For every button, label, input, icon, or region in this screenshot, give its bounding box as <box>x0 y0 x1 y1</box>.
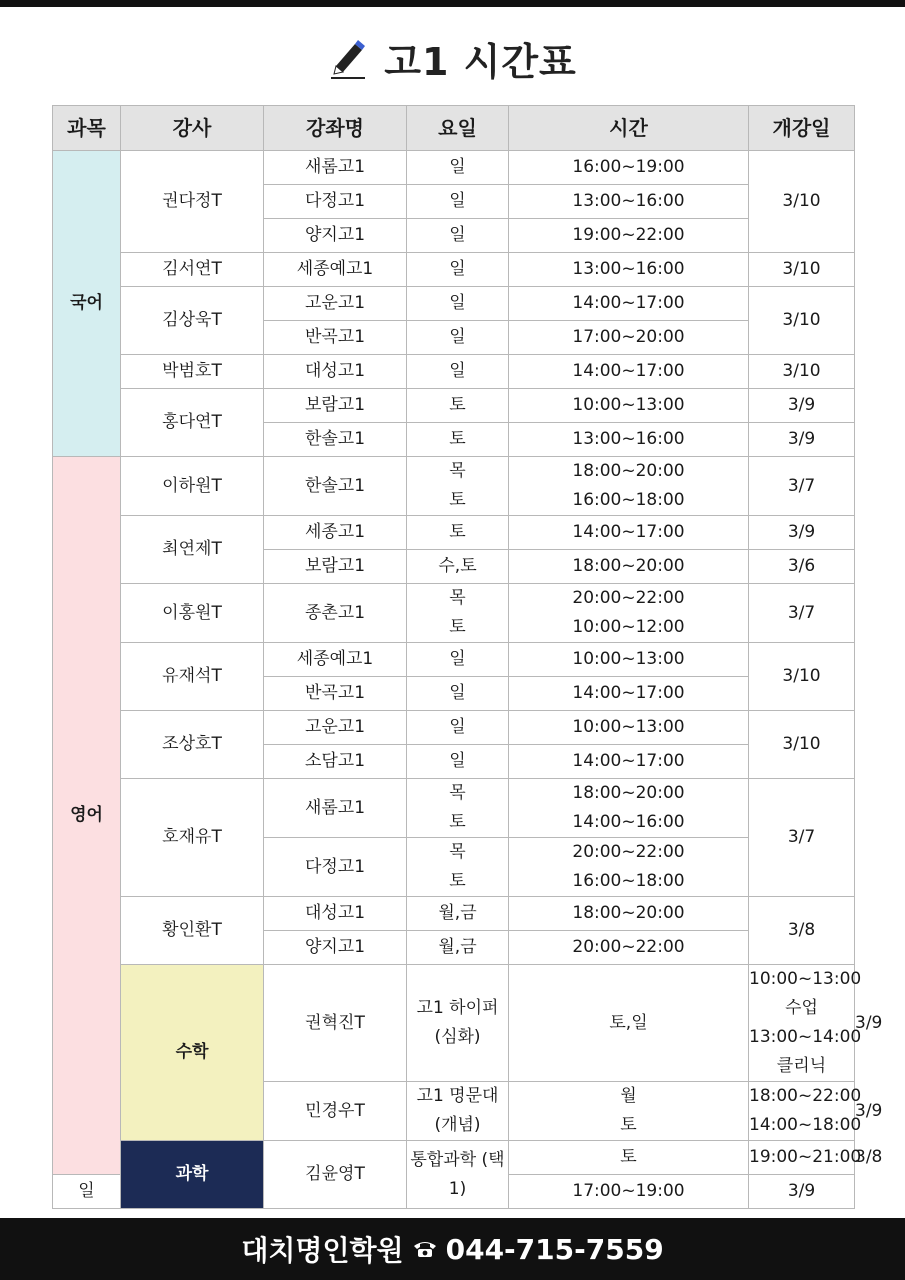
time-cell: 14:00~17:00 <box>509 516 749 550</box>
teacher-cell: 김윤영T <box>264 1141 407 1209</box>
table-header-row <box>53 106 855 151</box>
start-date-cell: 3/10 <box>749 287 855 355</box>
teacher-cell: 이홍원T <box>121 584 264 643</box>
day-cell: 목 토 <box>407 584 509 643</box>
course-cell: 고1 하이퍼 (심화) <box>407 965 509 1082</box>
time-cell: 14:00~17:00 <box>509 677 749 711</box>
time-cell: 20:00~22:00 10:00~12:00 <box>509 584 749 643</box>
time-cell: 10:00~13:00 <box>509 643 749 677</box>
table-row <box>53 779 855 838</box>
subject-english: 영어 <box>53 457 121 1175</box>
day-cell: 토 <box>407 423 509 457</box>
course-cell: 통합과학 (택1) <box>407 1141 509 1209</box>
start-date-cell: 3/10 <box>749 711 855 779</box>
course-cell: 세종고1 <box>264 516 407 550</box>
time-cell: 18:00~22:00 14:00~18:00 <box>749 1082 855 1141</box>
time-cell: 17:00~20:00 <box>509 321 749 355</box>
teacher-cell: 김서연T <box>121 253 264 287</box>
course-cell: 고운고1 <box>264 711 407 745</box>
table-row: 수학 권혁진T 고1 하이퍼 (심화) 토,일 10:00~13:00 수업 13:00~14:00 클리닉 3/9 <box>53 965 855 1082</box>
day-cell: 수,토 <box>407 550 509 584</box>
day-cell: 일 <box>407 185 509 219</box>
day-cell: 일 <box>407 677 509 711</box>
subject-math: 수학 <box>121 965 264 1141</box>
day-cell: 월 토 <box>509 1082 749 1141</box>
time-cell: 10:00~13:00 <box>509 389 749 423</box>
teacher-cell: 유재석T <box>121 643 264 711</box>
course-cell: 고1 명문대 (개념) <box>407 1082 509 1141</box>
header-time: 시간 <box>509 106 749 151</box>
table-row <box>53 253 855 287</box>
course-cell: 다정고1 <box>264 185 407 219</box>
time-cell: 18:00~20:00 <box>509 897 749 931</box>
table-row <box>53 151 855 185</box>
course-cell: 양지고1 <box>264 931 407 965</box>
teacher-cell: 김상욱T <box>121 287 264 355</box>
start-date-cell: 3/9 <box>749 389 855 423</box>
footer-bar <box>0 1218 905 1280</box>
course-cell: 대성고1 <box>264 897 407 931</box>
day-cell: 일 <box>407 711 509 745</box>
teacher-cell: 조상호T <box>121 711 264 779</box>
start-date-cell: 3/7 <box>749 779 855 897</box>
table-row <box>53 457 855 516</box>
day-cell: 월,금 <box>407 897 509 931</box>
course-cell: 한솔고1 <box>264 457 407 516</box>
course-cell: 새롬고1 <box>264 151 407 185</box>
time-cell: 10:00~13:00 <box>509 711 749 745</box>
header-day: 요일 <box>407 106 509 151</box>
day-cell: 토 <box>407 516 509 550</box>
teacher-cell: 최연제T <box>121 516 264 584</box>
page-header <box>0 28 905 88</box>
start-date-cell: 3/10 <box>749 151 855 253</box>
pencil-icon <box>328 36 368 80</box>
time-cell: 18:00~20:00 14:00~16:00 <box>509 779 749 838</box>
teacher-cell: 홍다연T <box>121 389 264 457</box>
start-date-cell: 3/7 <box>749 457 855 516</box>
time-cell: 19:00~22:00 <box>509 219 749 253</box>
start-date-cell: 3/9 <box>749 423 855 457</box>
course-cell: 양지고1 <box>264 219 407 253</box>
top-bar <box>0 0 905 7</box>
day-cell: 일 <box>407 287 509 321</box>
table-row <box>53 516 855 550</box>
teacher-cell: 호재유T <box>121 779 264 897</box>
time-cell: 20:00~22:00 16:00~18:00 <box>509 838 749 897</box>
time-cell: 16:00~19:00 <box>509 151 749 185</box>
table-row <box>53 897 855 931</box>
time-cell: 13:00~16:00 <box>509 185 749 219</box>
time-cell: 13:00~16:00 <box>509 253 749 287</box>
start-date-cell: 3/9 <box>749 516 855 550</box>
day-cell: 일 <box>53 1175 121 1209</box>
day-cell: 일 <box>407 151 509 185</box>
start-date-cell: 3/8 <box>749 897 855 965</box>
course-cell: 한솔고1 <box>264 423 407 457</box>
course-cell: 대성고1 <box>264 355 407 389</box>
course-cell: 고운고1 <box>264 287 407 321</box>
time-cell: 13:00~16:00 <box>509 423 749 457</box>
course-cell: 다정고1 <box>264 838 407 897</box>
time-cell: 19:00~21:00 <box>749 1141 855 1175</box>
day-cell: 토 <box>509 1141 749 1175</box>
day-cell: 월,금 <box>407 931 509 965</box>
time-cell: 14:00~17:00 <box>509 355 749 389</box>
course-cell: 보람고1 <box>264 550 407 584</box>
day-cell: 일 <box>407 355 509 389</box>
day-cell: 일 <box>407 643 509 677</box>
teacher-cell: 이하원T <box>121 457 264 516</box>
teacher-cell: 권혁진T <box>264 965 407 1082</box>
day-cell: 일 <box>407 219 509 253</box>
table-row <box>53 643 855 677</box>
course-cell: 새롬고1 <box>264 779 407 838</box>
subject-science: 과학 <box>121 1141 264 1209</box>
time-cell: 20:00~22:00 <box>509 931 749 965</box>
course-cell: 세종예고1 <box>264 253 407 287</box>
page-title: 고1 시간표 <box>384 39 577 84</box>
header-course: 강좌명 <box>264 106 407 151</box>
table-row <box>53 355 855 389</box>
day-cell: 토 <box>407 389 509 423</box>
phone-icon <box>412 1239 438 1259</box>
phone-number: 044-715-7559 <box>445 1232 664 1266</box>
header-subject: 과목 <box>53 106 121 151</box>
academy-name: 대치명인학원 <box>241 1234 404 1267</box>
teacher-cell: 박범호T <box>121 355 264 389</box>
course-cell: 종촌고1 <box>264 584 407 643</box>
start-date-cell: 3/10 <box>749 253 855 287</box>
time-cell: 18:00~20:00 16:00~18:00 <box>509 457 749 516</box>
time-cell: 17:00~19:00 <box>509 1175 749 1209</box>
table-row <box>53 584 855 643</box>
day-cell: 일 <box>407 745 509 779</box>
table-row: 과학 김윤영T 통합과학 (택1) 토 19:00~21:00 3/8 <box>53 1141 855 1175</box>
course-cell: 세종예고1 <box>264 643 407 677</box>
table-row <box>53 711 855 745</box>
timetable <box>52 105 883 1209</box>
table-row <box>53 287 855 321</box>
teacher-cell: 민경우T <box>264 1082 407 1141</box>
course-cell: 소담고1 <box>264 745 407 779</box>
course-cell: 반곡고1 <box>264 677 407 711</box>
time-cell: 10:00~13:00 수업 13:00~14:00 클리닉 <box>749 965 855 1082</box>
day-cell: 목 토 <box>407 779 509 838</box>
day-cell: 일 <box>407 321 509 355</box>
time-cell: 14:00~17:00 <box>509 745 749 779</box>
day-cell: 목 토 <box>407 457 509 516</box>
subject-korean: 국어 <box>53 151 121 457</box>
time-cell: 14:00~17:00 <box>509 287 749 321</box>
start-date-cell: 3/7 <box>749 584 855 643</box>
start-date-cell: 3/10 <box>749 355 855 389</box>
table-row <box>53 389 855 423</box>
table-row: 민경우T 고1 명문대 (개념) 월 토 18:00~22:00 14:00~18:00 3/9 <box>53 1082 855 1141</box>
header-teacher: 강사 <box>121 106 264 151</box>
start-date-cell: 3/10 <box>749 643 855 711</box>
teacher-cell: 권다정T <box>121 151 264 253</box>
time-cell: 18:00~20:00 <box>509 550 749 584</box>
header-start-date: 개강일 <box>749 106 855 151</box>
start-date-cell: 3/6 <box>749 550 855 584</box>
course-cell: 보람고1 <box>264 389 407 423</box>
course-cell: 반곡고1 <box>264 321 407 355</box>
start-date-cell: 3/9 <box>749 1175 855 1209</box>
day-cell: 일 <box>407 253 509 287</box>
day-cell: 목 토 <box>407 838 509 897</box>
day-cell: 토,일 <box>509 965 749 1082</box>
teacher-cell: 황인환T <box>121 897 264 965</box>
